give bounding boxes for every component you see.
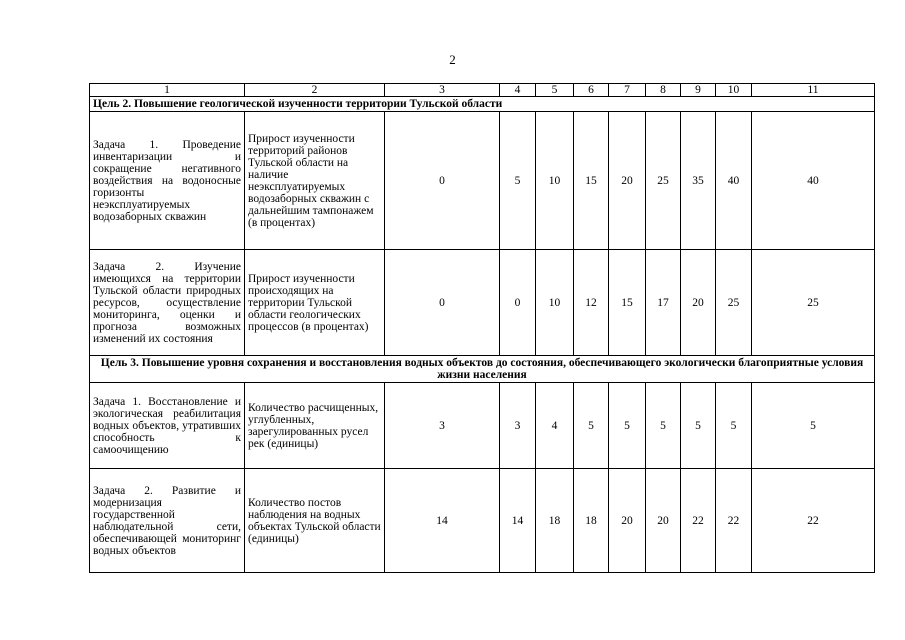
indicator-cell: Прирост изученности происходящих на территории Тульской области геологических процессов (в процентах) xyxy=(245,250,385,356)
value-cell: 40 xyxy=(716,112,752,250)
column-header: 5 xyxy=(536,84,574,97)
value-cell: 22 xyxy=(752,469,875,573)
table-row xyxy=(90,112,875,250)
value-cell: 3 xyxy=(385,383,500,469)
indicator-cell: Количество постов наблюдения на водных объектах Тульской области (единицы) xyxy=(245,469,385,573)
value-cell: 20 xyxy=(609,112,646,250)
value-cell: 3 xyxy=(500,383,536,469)
column-header: 8 xyxy=(646,84,681,97)
page-number: 2 xyxy=(449,52,456,67)
value-cell: 5 xyxy=(646,383,681,469)
column-header: 9 xyxy=(681,84,716,97)
value-cell: 5 xyxy=(609,383,646,469)
indicator-cell: Количество расчищенных, углубленных, зарегулированных русел рек (единицы) xyxy=(245,383,385,469)
value-cell: 0 xyxy=(500,250,536,356)
value-cell: 10 xyxy=(536,250,574,356)
value-cell: 14 xyxy=(500,469,536,573)
goal-2-heading: Цель 2. Повышение геологической изученности территории Тульской области xyxy=(90,97,875,112)
value-cell: 25 xyxy=(716,250,752,356)
value-cell: 10 xyxy=(536,112,574,250)
column-header: 10 xyxy=(716,84,752,97)
column-header: 1 xyxy=(90,84,245,97)
value-cell: 20 xyxy=(681,250,716,356)
indicators-table xyxy=(89,83,875,573)
task-cell: Задача 2. Развитие и модернизация государственной наблюдательной сети, обеспечивающей мониторинг водных объектов xyxy=(90,469,245,573)
value-cell: 12 xyxy=(574,250,609,356)
column-header: 3 xyxy=(385,84,500,97)
value-cell: 25 xyxy=(752,250,875,356)
column-header: 7 xyxy=(609,84,646,97)
value-cell: 5 xyxy=(752,383,875,469)
task-cell: Задача 2. Изучение имеющихся на территории Тульской области природных ресурсов, осуществление мониторинга, оценки и прогноза возможных изменений их состояния xyxy=(90,250,245,356)
goal-row xyxy=(90,356,875,383)
value-cell: 22 xyxy=(681,469,716,573)
value-cell: 15 xyxy=(574,112,609,250)
column-number-row xyxy=(90,84,875,97)
task-cell: Задача 1. Проведение инвентаризации и сокращение негативного воздействия на водоносные горизонты неэксплуатируемых водозаборных скважин xyxy=(90,112,245,250)
column-header: 11 xyxy=(752,84,875,97)
column-header: 6 xyxy=(574,84,609,97)
value-cell: 5 xyxy=(574,383,609,469)
value-cell: 0 xyxy=(385,112,500,250)
indicator-cell: Прирост изученности территорий районов Тульской области на наличие неэксплуатируемых водозаборных скважин с дальнейшим тампонажем (в процентах) xyxy=(245,112,385,250)
value-cell: 35 xyxy=(681,112,716,250)
table-row xyxy=(90,250,875,356)
column-header: 2 xyxy=(245,84,385,97)
value-cell: 5 xyxy=(681,383,716,469)
value-cell: 22 xyxy=(716,469,752,573)
value-cell: 20 xyxy=(646,469,681,573)
value-cell: 40 xyxy=(752,112,875,250)
value-cell: 17 xyxy=(646,250,681,356)
goal-row xyxy=(90,97,875,112)
column-header: 4 xyxy=(500,84,536,97)
value-cell: 5 xyxy=(500,112,536,250)
value-cell: 18 xyxy=(536,469,574,573)
value-cell: 5 xyxy=(716,383,752,469)
table-row xyxy=(90,469,875,573)
value-cell: 15 xyxy=(609,250,646,356)
value-cell: 18 xyxy=(574,469,609,573)
value-cell: 20 xyxy=(609,469,646,573)
value-cell: 4 xyxy=(536,383,574,469)
value-cell: 0 xyxy=(385,250,500,356)
task-cell: Задача 1. Восстановление и экологическая реабилитация водных объектов, утративших способность к самоочищению xyxy=(90,383,245,469)
table-row xyxy=(90,383,875,469)
value-cell: 25 xyxy=(646,112,681,250)
value-cell: 14 xyxy=(385,469,500,573)
goal-3-heading: Цель 3. Повышение уровня сохранения и восстановления водных объектов до состояния, обеспечивающего экологически благоприятные условия жизни населения xyxy=(90,356,875,383)
